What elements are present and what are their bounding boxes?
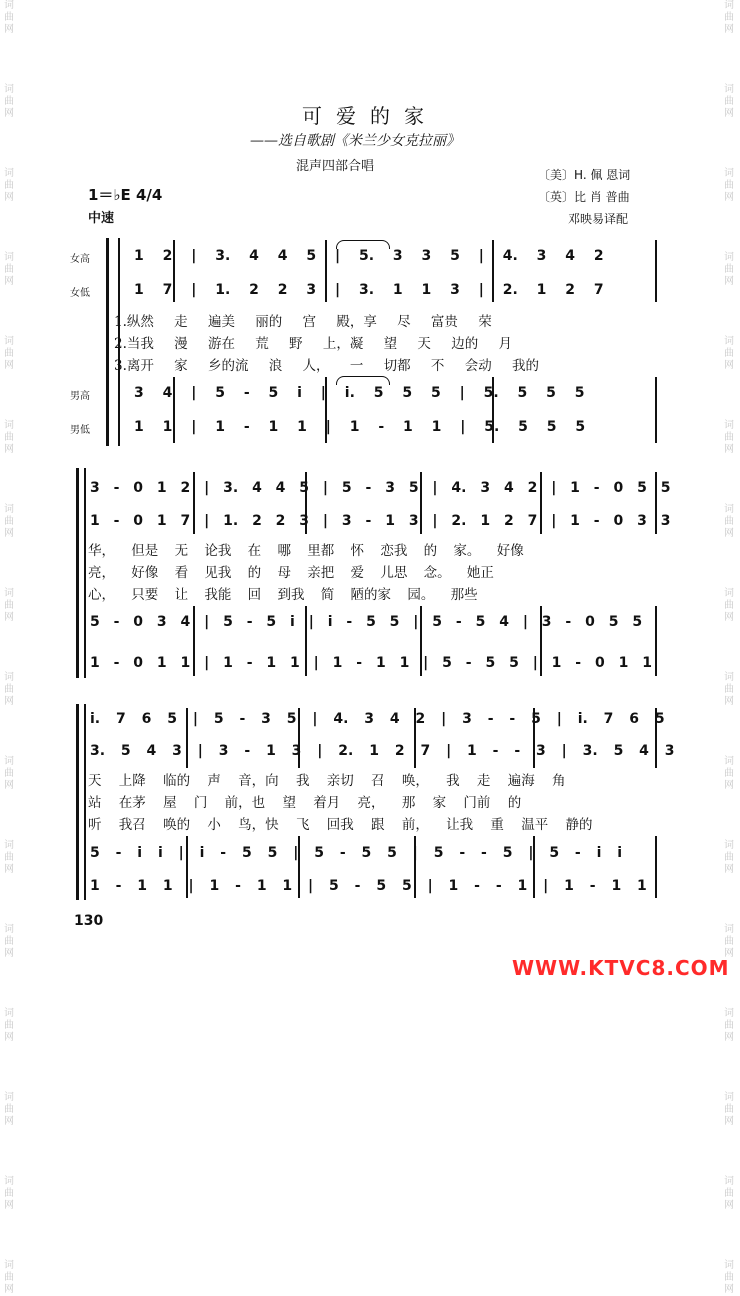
song-subtitle: ——选自歌剧《米兰少女克拉丽》: [250, 133, 460, 149]
slur: [336, 376, 390, 385]
lyric-verse-2: 2.当我 漫 游在 荒 野 上，凝 望 天 边的 月: [114, 336, 513, 352]
system-bracket: [106, 238, 109, 446]
tempo-marking: 中速: [88, 211, 115, 226]
system-bracket: [76, 468, 79, 678]
site-watermark: WWW.KTVC8.COM: [512, 956, 730, 980]
tenor-line: 3 4 | 5 - 5 i | i. 5 5 5 | 5. 5 5 5: [134, 385, 585, 401]
watermark-right: 词曲网 词曲网 词曲网 词曲网 词曲网 词曲网 词曲网 词曲网 词曲网 词曲网 词曲网 词曲网 词曲网 词曲网 词曲网 词曲网: [724, 0, 734, 1295]
lyric-verse-3: 3.离开 家 乡的流 浪 人， 一 切都 不 会动 我的: [114, 358, 540, 374]
lyric-verse-3: 听 我召 唤的 小 鸟，快 飞 回我 跟 前， 让我 重 温平 静的: [88, 817, 593, 833]
tenor-line: 5 - 0 3 4 | 5 - 5 i | i - 5 5 | 5 - 5 4 | 3 - 0 5 5: [90, 614, 643, 630]
bass-line: 1 1 | 1 - 1 1 | 1 - 1 1 | 5. 5 5 5: [134, 419, 586, 435]
voice-label-bass: 男低: [70, 425, 90, 436]
lyric-verse-2: 亮， 好像 看 见我 的 母 亲把 爱 儿思 念。 她正: [88, 565, 494, 581]
soprano-line: i. 7 6 5 | 5 - 3 5 | 4. 3 4 2 | 3 - - 5 | i. 7 6 5: [90, 711, 665, 727]
tenor-line: 5 - i i | i - 5 5 | 5 - 5 5 | 5 - - 5 | 5 - i i: [90, 845, 623, 861]
voice-label-soprano: 女高: [70, 254, 90, 265]
system-bracket: [76, 704, 79, 900]
arrangement-type: 混声四部合唱: [296, 159, 375, 174]
voice-label-tenor: 男高: [70, 391, 90, 402]
barline: [84, 468, 86, 678]
lyric-verse-1: 1.纵然 走 遍美 丽的 宫 殿，享 尽 富贵 荣: [114, 314, 492, 330]
lyricist-credit: 〔美〕H. 佩 恩词: [538, 168, 631, 182]
barline: [655, 836, 657, 898]
alto-line: 3. 5 4 3 | 3 - 1 3 | 2. 1 2 7 | 1 - - 3 | 3. 5 4 3: [90, 743, 675, 759]
bass-line: 1 - 0 1 1 | 1 - 1 1 | 1 - 1 1 | 5 - 5 5 | 1 - 0 1 1: [90, 655, 652, 671]
lyric-verse-2: 站 在茅 屋 门 前，也 望 着月 亮， 那 家 门前 的: [88, 795, 522, 811]
translator-credit: 邓映易译配: [568, 212, 629, 226]
lyric-verse-1: 华， 但是 无 论我 在 哪 里都 怀 恋我 的 家。 好像: [88, 543, 524, 559]
composer-credit: 〔英〕比 肖 普曲: [538, 190, 630, 204]
bass-line: 1 - 1 1 | 1 - 1 1 | 5 - 5 5 | 1 - - 1 | 1 - 1 1: [90, 878, 647, 894]
alto-line: 1 7 | 1. 2 2 3 | 3. 1 1 3 | 2. 1 2 7: [134, 282, 604, 298]
lyric-verse-1: 天 上降 临的 声 音，向 我 亲切 召 唤， 我 走 遍海 角: [88, 773, 566, 789]
soprano-line: 1 2 | 3. 4 4 5 | 5. 3 3 5 | 4. 3 4 2: [134, 248, 604, 264]
voice-label-alto: 女低: [70, 288, 90, 299]
key-signature: 1＝♭E 4/4: [88, 186, 163, 204]
barline: [84, 704, 86, 900]
watermark-left: 词曲网 词曲网 词曲网 词曲网 词曲网 词曲网 词曲网 词曲网 词曲网 词曲网 词曲网 词曲网 词曲网 词曲网 词曲网 词曲网: [4, 0, 14, 1295]
barline: [655, 606, 657, 676]
barline: [655, 240, 657, 302]
alto-line: 1 - 0 1 7 | 1. 2 2 3 | 3 - 1 3 | 2. 1 2 7 | 1 - 0 3 3: [90, 513, 671, 529]
page-number: 130: [74, 913, 104, 929]
song-title: 可爱的家: [302, 104, 438, 128]
barline: [655, 377, 657, 443]
soprano-line: 3 - 0 1 2 | 3. 4 4 5 | 5 - 3 5 | 4. 3 4 2 | 1 - 0 5 5: [90, 480, 671, 496]
lyric-verse-3: 心， 只要 让 我能 回 到我 简 陋的家 园。 那些: [88, 587, 478, 603]
